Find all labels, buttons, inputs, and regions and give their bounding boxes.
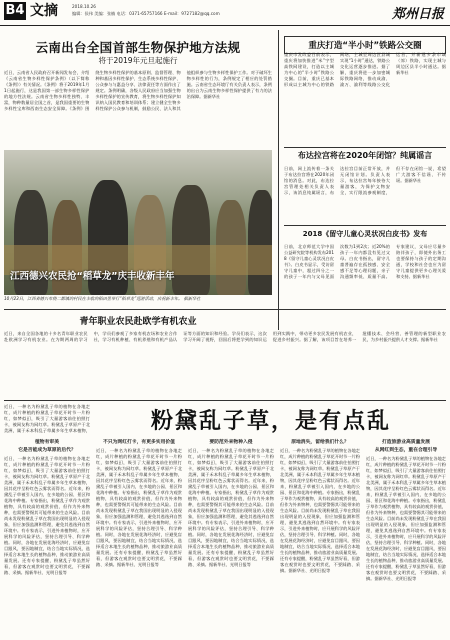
article-headline-potala: 布达拉宫将在2020年闭馆？纯属谣言 xyxy=(297,151,433,160)
harvest-photo xyxy=(4,150,272,295)
feature-text-1: 近日，一种名为粉黛乱子草的植物在各地走红，成片种植的粉黛乱子草花开时节一片粉红，如梦似幻，吸引了大量游客前往拍照打卡，被网友称为网红草。粉黛乱子草原产于北美洲，属于禾本科乱子草属多年生草本植物，因其花序呈粉红色云雾状而得名。近年来，粉黛乱子草被引入国内，在多地的公园、景区和花海中种植。专家指出，粉黛乱子草作为观赏植物，具有较高的观赏价值，但作为外来物种，也需要警惕其可能带来的生态风险。目前尚未发现粉黛乱子草在我国出现明显的入侵现象，但应加强监测和管理，避免其逃逸到自然环境中。有专家表示，引进外来植物时，应开展科学的风险评估，坚持合理引导、科学种植。同时，各地在发展花海经济时，应避免盲目跟风，要因地制宜，结合当地实际情况，选择适合本地生长的植物品种，推动旅游业高质量发展。还有专家提醒，粉黛乱子草虽然好看，但游客在观赏时也要文明赏花，不要踩踏、采摘。据新华社、光明日报等 xyxy=(4,456,90,575)
photo-caption: 10月23日，江西省德兴市绕二都镇的村民在丰收的稻田里举行“稻草龙”巡游活动，庆祝新丰年。 据新华社 xyxy=(4,296,201,301)
article-body-leftbehind: 日前，北京师范大学中国公益研究院等机构发布2018《留守儿童心灵状况白皮书》。白皮书显示，受访留守儿童中，超过四分之一的孩子一年内与父母见面次数为1到2次；近20%的孩子一年内都没有见过父母。白皮书指出，留守儿童普遍存在孤独感、安全感不足等心理问题，亲子沟通频率低、质量不高。专家建议，父母应尽量多陪伴孩子，即使外出务工也要保持与孩子的定期沟通，学校和社会也应为留守儿童提供更多心理关爱和支持。据新华社 xyxy=(284,244,446,279)
issue-date: 2018.10.26 xyxy=(72,4,96,9)
article-body-chongqing: 重庆市发改委日前表示，重庆将加快推进“米”字型高铁网建设，打造以主城为中心的“半小时”铁路公交圈。目前，重庆已基本形成以主城为中心的铁路网络，主城至周边区县城实现“1小时”通达，铁路公交化运营逐步推进。据了解，重庆将进一步加密城际铁路网络，推动成渝、渝万、渝利等线路公交化运营，并新建多条市域（郊）铁路，实现主城与周边区县半小时通达。据新华社 xyxy=(284,52,446,87)
feature-column-4 xyxy=(280,438,360,638)
feature-column-2 xyxy=(96,438,182,638)
feature-subhead-2: 它是否能成为草原的后代？ xyxy=(18,448,76,453)
section-name: 文摘 xyxy=(30,3,58,19)
article-headline-chongqing: 重庆打造“半小时”铁路公交圈 xyxy=(284,36,446,54)
feature-headline: 粉黛乱子草，是有点乱 xyxy=(150,409,391,434)
article-headline-yunnan: 云南出台全国首部生物保护地方法规 xyxy=(35,40,241,55)
feature-column-3 xyxy=(188,438,274,638)
feature-text-3: 近日，一种名为粉黛乱子草的植物在各地走红，成片种植的粉黛乱子草花开时节一片粉红，如梦似幻，吸引了大量游客前往拍照打卡，被网友称为网红草。粉黛乱子草原产于北美洲，属于禾本科乱子草属多年生草本植物，因其花序呈粉红色云雾状而得名。近年来，粉黛乱子草被引入国内，在多地的公园、景区和花海中种植。专家指出，粉黛乱子草作为观赏植物，具有较高的观赏价值，但作为外来物种，也需要警惕其可能带来的生态风险。目前尚未发现粉黛乱子草在我国出现明显的入侵现象，但应加强监测和管理，避免其逃逸到自然环境中。有专家表示，引进外来植物时，应开展科学的风险评估，坚持合理引导、科学种植。同时，各地在发展花海经济时，应避免盲目跟风，要因地制宜，结合当地实际情况，选择适合本地生长的植物品种，推动旅游业高质量发展。还有专家提醒，粉黛乱子草虽然好看，但游客在观赏时也要文明赏花，不要踩踏、采摘。据新华社、光明日报等 xyxy=(188,448,274,567)
article-body-potala: 日前，网上流传着一条关于布达拉宫将在2020年闭馆的消息。对此，布达拉宫管理处相关负责人表示，该消息纯属谣言，布达拉宫目前正常开放，并无闭馆计划。负责人表示，布达拉宫每年接待大量游客，为保护文物安全，实行限流参观制度，但不存在闭馆一说，希望广大游客不信谣、不传谣。据新华社 xyxy=(284,166,446,195)
page-masthead xyxy=(0,0,450,26)
article-headline-vocational: 青年职业农民赴欧学有机农业 xyxy=(79,317,197,327)
feature-text-2: 近日，一种名为粉黛乱子草的植物在各地走红，成片种植的粉黛乱子草花开时节一片粉红，如梦似幻，吸引了大量游客前往拍照打卡，被网友称为网红草。粉黛乱子草原产于北美洲，属于禾本科乱子草属多年生草本植物，因其花序呈粉红色云雾状而得名。近年来，粉黛乱子草被引入国内，在多地的公园、景区和花海中种植。专家指出，粉黛乱子草作为观赏植物，具有较高的观赏价值，但作为外来物种，也需要警惕其可能带来的生态风险。目前尚未发现粉黛乱子草在我国出现明显的入侵现象，但应加强监测和管理，避免其逃逸到自然环境中。有专家表示，引进外来植物时，应开展科学的风险评估，坚持合理引导、科学种植。同时，各地在发展花海经济时，应避免盲目跟风，要因地制宜，结合当地实际情况，选择适合本地生长的植物品种，推动旅游业高质量发展。还有专家提醒，粉黛乱子草虽然好看，但游客在观赏时也要文明赏花，不要踩踏、采摘。据新华社、光明日报等 xyxy=(96,448,182,567)
editor-credits: 编辑：侯伟 美编：张楠 电话：0371-65757166 E-mail：9727182@qq.com xyxy=(72,11,220,16)
newspaper-brand: 郑州日报 xyxy=(391,7,444,22)
feature-column-1 xyxy=(4,438,90,638)
article-body-vocational: 近日，来自全国各地的十多名青年职业农民赴欧洲学习有机农业。在为期两周的学习中，学员们参观了多家有机农场和农业合作社，学习有机种植、有机养殖和有机产品认证等方面的知识和经验。学员们表示，这次学习开阔了视野，回国后将把学到的知识运用到实践中，带动更多农民发展有机农业，促进乡村振兴。据了解，该项目旨在培养一批懂技术、会经营、善管理的新型职业农民，为乡村振兴提供人才支撑。据新华社 xyxy=(4,331,446,342)
feature-subhead-7: 从网红到生态，重在合理引导 xyxy=(374,448,438,453)
feature-subhead-4: 要防范外来物种入侵 xyxy=(209,440,253,445)
feature-subhead-3: 不只为网红打卡，有更多实用价值 xyxy=(103,440,175,445)
article-subhead-yunnan: 将于2019年元旦起施行 xyxy=(98,56,178,65)
article-headline-leftbehind: 2018《留守儿童心灵状况白皮书》发布 xyxy=(302,230,428,238)
feature-column-5 xyxy=(366,438,446,638)
section-number: B4 xyxy=(5,3,25,18)
photo-title: 江西德兴农民抢“稻草龙”庆丰收新丰年 xyxy=(10,271,175,282)
feature-subhead-1: 植物有审美 xyxy=(35,440,59,445)
feature-lead-left: 近日，一种名为粉黛乱子草的植物在各地走红，成片种植的粉黛乱子草花开时节一片粉红，如梦似幻，吸引了大量游客前往拍照打卡，被网友称为网红草。粉黛乱子草原产于北美洲，属于禾本科乱子草属多年生草本植物， xyxy=(4,404,90,433)
feature-subhead-5: 原地消失，留给我们什么？ xyxy=(291,440,349,445)
feature-subhead-6: 打造旅游业高质量发展 xyxy=(382,440,430,445)
feature-text-4: 近日，一种名为粉黛乱子草的植物在各地走红，成片种植的粉黛乱子草花开时节一片粉红，如梦似幻，吸引了大量游客前往拍照打卡，被网友称为网红草。粉黛乱子草原产于北美洲，属于禾本科乱子草属多年生草本植物，因其花序呈粉红色云雾状而得名。近年来，粉黛乱子草被引入国内，在多地的公园、景区和花海中种植。专家指出，粉黛乱子草作为观赏植物，具有较高的观赏价值，但作为外来物种，也需要警惕其可能带来的生态风险。目前尚未发现粉黛乱子草在我国出现明显的入侵现象，但应加强监测和管理，避免其逃逸到自然环境中。有专家表示，引进外来植物时，应开展科学的风险评估，坚持合理引导、科学种植。同时，各地在发展花海经济时，应避免盲目跟风，要因地制宜，结合当地实际情况，选择适合本地生长的植物品种，推动旅游业高质量发展。还有专家提醒，粉黛乱子草虽然好看，但游客在观赏时也要文明赏花，不要踩踏、采摘。据新华社、光明日报等 xyxy=(280,448,360,573)
article-body-yunnan: 近日，云南省人民政府召开新闻发布会，介绍《云南省生物多样性保护条例》（以下简称《条例》）有关情况。《条例》将于2019年1月1日起施行，这是我国第一部生物多样性保护的地方性法规。云南省生物多样性独特、丰富，物种数量居全国之首，是我国重要的生物多样性宝库和西南生态安全屏障。《条例》围绕生物多样性保护的基本原则、监督管理、物种和基因多样性保护、生态系统多样性保护、公众参与与惠益分享、法律责任等方面作出了规定。条例明确，各级人民政府应当加强生物多样性保护的宣传教育，将生物多样性保护知识纳入国民教育和培训体系；建立健全生物多样性保护公众参与机制，鼓励公民、法人和其他组织参与生物多样性保护工作。对于破坏生物多样性的行为，条例规定了相应的处罚措施。云南省生态环境厅有关负责人表示，条例的出台为云南生物多样性保护提供了有力的法治保障。据新华社 xyxy=(4,70,272,111)
feature-text-5: 近日，一种名为粉黛乱子草的植物在各地走红，成片种植的粉黛乱子草花开时节一片粉红，如梦似幻，吸引了大量游客前往拍照打卡，被网友称为网红草。粉黛乱子草原产于北美洲，属于禾本科乱子草属多年生草本植物，因其花序呈粉红色云雾状而得名。近年来，粉黛乱子草被引入国内，在多地的公园、景区和花海中种植。专家指出，粉黛乱子草作为观赏植物，具有较高的观赏价值，但作为外来物种，也需要警惕其可能带来的生态风险。目前尚未发现粉黛乱子草在我国出现明显的入侵现象，但应加强监测和管理，避免其逃逸到自然环境中。有专家表示，引进外来植物时，应开展科学的风险评估，坚持合理引导、科学种植。同时，各地在发展花海经济时，应避免盲目跟风，要因地制宜，结合当地实际情况，选择适合本地生长的植物品种，推动旅游业高质量发展。还有专家提醒，粉黛乱子草虽然好看，但游客在观赏时也要文明赏花，不要踩踏、采摘。据新华社、光明日报等 xyxy=(366,456,446,581)
